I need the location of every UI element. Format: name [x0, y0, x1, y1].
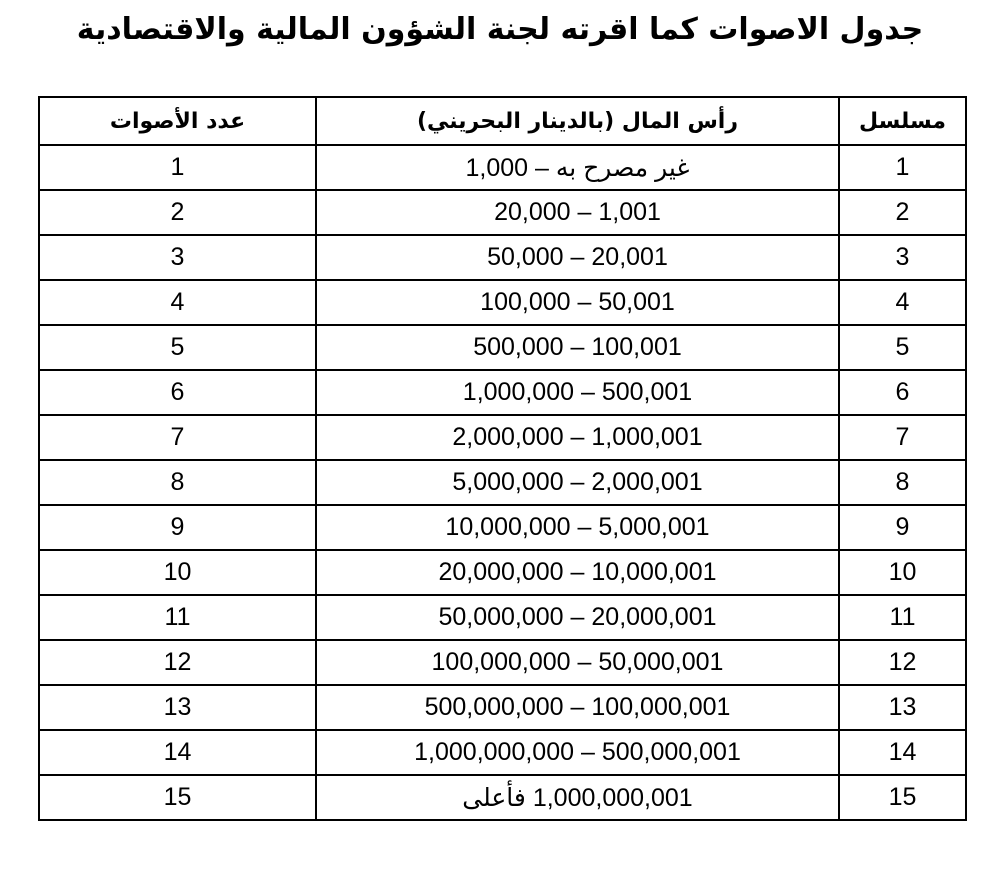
table-row: [39, 190, 966, 235]
table-row: [39, 505, 966, 550]
serial-cell: 15: [839, 775, 966, 820]
votes-cell: 1: [39, 145, 316, 190]
table-row: [39, 325, 966, 370]
capital-cell: 100,000,001 – 500,000,000: [316, 685, 839, 730]
serial-cell: 13: [839, 685, 966, 730]
capital-cell: 20,001 – 50,000: [316, 235, 839, 280]
capital-cell: 1,000,001 – 2,000,000: [316, 415, 839, 460]
capital-cell: 500,000,001 – 1,000,000,000: [316, 730, 839, 775]
serial-cell: 1: [839, 145, 966, 190]
votes-cell: 11: [39, 595, 316, 640]
table-row: [39, 460, 966, 505]
serial-cell: 11: [839, 595, 966, 640]
serial-cell: 9: [839, 505, 966, 550]
votes-cell: 13: [39, 685, 316, 730]
table-row: [39, 415, 966, 460]
votes-cell: 10: [39, 550, 316, 595]
table-row: [39, 775, 966, 820]
capital-cell: 2,000,001 – 5,000,000: [316, 460, 839, 505]
table-row: [39, 280, 966, 325]
header-votes: عدد الأصوات: [39, 97, 316, 145]
votes-cell: 6: [39, 370, 316, 415]
votes-cell: 5: [39, 325, 316, 370]
votes-cell: 7: [39, 415, 316, 460]
table-row: [39, 145, 966, 190]
table-row: [39, 370, 966, 415]
table-row: [39, 685, 966, 730]
serial-cell: 2: [839, 190, 966, 235]
votes-table: [38, 96, 967, 821]
header-serial: مسلسل: [839, 97, 966, 145]
table-body: [39, 145, 966, 820]
table-row: [39, 550, 966, 595]
header-row: [39, 97, 966, 145]
capital-cell: 1,001 – 20,000: [316, 190, 839, 235]
serial-cell: 10: [839, 550, 966, 595]
votes-cell: 9: [39, 505, 316, 550]
capital-cell: 20,000,001 – 50,000,000: [316, 595, 839, 640]
capital-cell: 1,000,000,001 فأعلى: [316, 775, 839, 820]
table-header: [39, 97, 966, 145]
serial-cell: 6: [839, 370, 966, 415]
serial-cell: 3: [839, 235, 966, 280]
votes-cell: 2: [39, 190, 316, 235]
capital-cell: 5,000,001 – 10,000,000: [316, 505, 839, 550]
serial-cell: 8: [839, 460, 966, 505]
serial-cell: 14: [839, 730, 966, 775]
serial-cell: 5: [839, 325, 966, 370]
table-row: [39, 730, 966, 775]
header-capital: رأس المال (بالدينار البحريني): [316, 97, 839, 145]
votes-cell: 15: [39, 775, 316, 820]
table-row: [39, 235, 966, 280]
votes-cell: 14: [39, 730, 316, 775]
table-row: [39, 640, 966, 685]
table-row: [39, 595, 966, 640]
capital-cell: 50,000,001 – 100,000,000: [316, 640, 839, 685]
serial-cell: 4: [839, 280, 966, 325]
votes-cell: 8: [39, 460, 316, 505]
votes-cell: 3: [39, 235, 316, 280]
capital-cell: 100,001 – 500,000: [316, 325, 839, 370]
page-title: جدول الاصوات كما اقرته لجنة الشؤون المالية والاقتصادية: [76, 12, 924, 47]
capital-cell: 50,001 – 100,000: [316, 280, 839, 325]
votes-cell: 4: [39, 280, 316, 325]
capital-cell: غير مصرح به – 1,000: [316, 145, 839, 190]
serial-cell: 12: [839, 640, 966, 685]
serial-cell: 7: [839, 415, 966, 460]
votes-cell: 12: [39, 640, 316, 685]
capital-cell: 500,001 – 1,000,000: [316, 370, 839, 415]
capital-cell: 10,000,001 – 20,000,000: [316, 550, 839, 595]
